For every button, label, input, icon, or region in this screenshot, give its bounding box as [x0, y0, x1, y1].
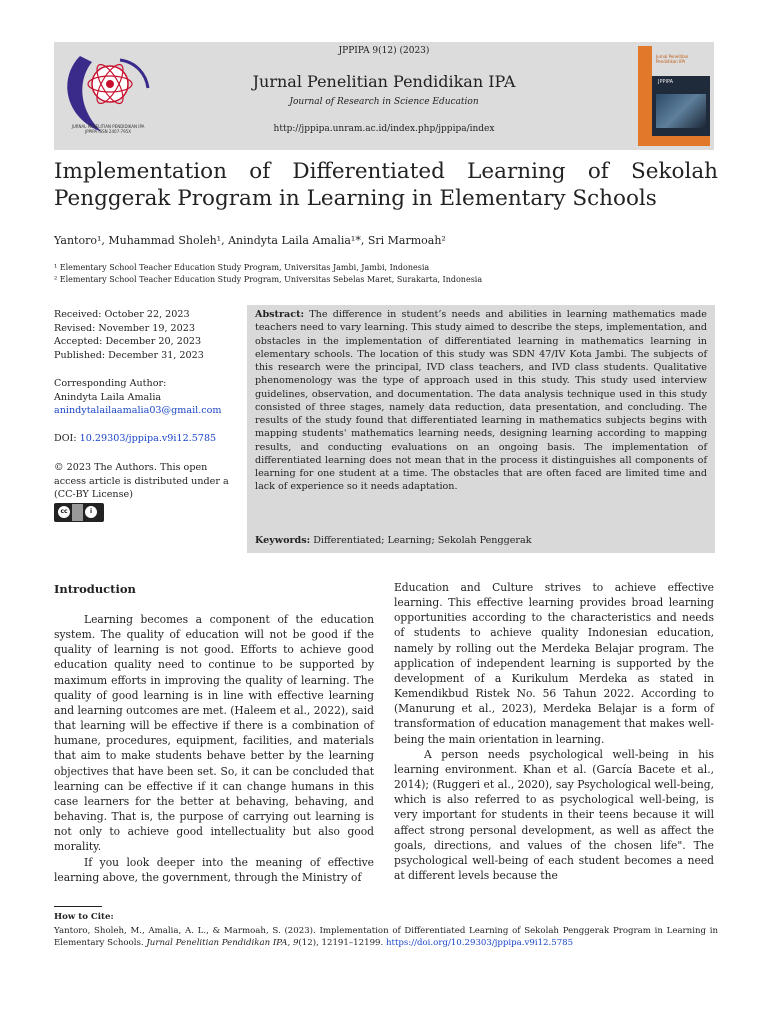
citation-suffix: (12), 12191–12199. — [298, 938, 386, 948]
affiliation-1: ¹ Elementary School Teacher Education Study Program, Universitas Jambi, Jambi, Indonesia — [54, 263, 430, 272]
abstract-text — [255, 308, 707, 494]
cover-footer — [652, 136, 710, 146]
author-list: Yantoro¹, Muhammad Sholeh¹, Anindyta Laila Amalia¹*, Sri Marmoah² — [54, 234, 446, 247]
corresponding-email-link[interactable]: anindytalailaamalia03@gmail.com — [54, 405, 222, 416]
citation — [54, 925, 718, 949]
citation-journal: Jurnal Penelitian Pendidikan IPA, 9 — [146, 938, 299, 948]
doi-link[interactable]: 10.29303/jppipa.v9i12.5785 — [79, 433, 217, 444]
journal-reference: JPPIPA 9(12) (2023) — [338, 46, 430, 56]
section-heading: Introduction — [54, 582, 136, 596]
by-icon: i — [85, 506, 97, 518]
paragraph: Learning becomes a component of the education system. The quality of education will not be good if the quality of learning is not good. Efforts to achieve good education quality need to continue to be supported by maximum efforts in improving the quality of learning. The quality of good learning is in line with effective learning and learning outcomes are met. (Haleem et al., 2022), said that learning will be effective if there is a combination of humane, procedures, equipment, facilities, and materials that aim to make students behave better by the learning objectives that have been set. So, it can be concluded that learning can be effective if it can change humans in this case learners for the better at behaving, behaving, and behaving. That is, the purpose of carrying out learning is not only to achieve good intellectuality but also good morality. — [54, 613, 375, 854]
cover-strip — [638, 46, 652, 146]
doi-label: DOI: — [54, 433, 80, 444]
logo-text: JURNAL PENELITIAN PENDIDIKAN IPA JPPIPA ISSN 2407-795X — [71, 124, 145, 134]
published-date: Published: December 31, 2023 — [54, 349, 204, 361]
article-dates — [54, 308, 239, 362]
cover-label: JPPIPA — [658, 79, 674, 85]
cc-by-icon[interactable] — [54, 503, 104, 522]
keywords-list: Differentiated; Learning; Sekolah Penggerak — [313, 535, 532, 546]
paper-title: Implementation of Differentiated Learning of Sekolah Penggerak Program in Learning in Elementary Schools — [54, 159, 718, 211]
body-column-left — [54, 612, 374, 885]
paragraph: A person needs psychological well-being in his learning environment. Khan et al. (García Bacete et al., 2014); (Ruggeri et al., 2020), say Psychological well-being, which is also referred to as psychological well-being, is very important for students in their teens because it will affect strong personal development, as well as affect the goals, directions, and values of the chosen life". The psychological well-being of each student becomes a need at different levels because the — [394, 747, 714, 882]
abstract-label: Abstract: — [255, 309, 305, 320]
paragraph: Education and Culture strives to achieve effective learning. This effective learning provides broad learning opportunities according to the characteristics and needs of students to achieve quality Indonesian education, namely by rolling out the Merdeka Belajar program. The application of independent learning is supported by the development of a Kurikulum Merdeka as stated in Kemendikbud Ristek No. 56 Tahun 2022. According to (Manurung et al., 2023), Merdeka Belajar is a form of transformation of education management that makes well-being the main orientation in learning. — [394, 581, 714, 746]
body-column-right — [394, 580, 714, 883]
abstract-box — [247, 305, 715, 553]
corresponding-label: Corresponding Author: — [54, 378, 167, 389]
journal-name: Jurnal Penelitian Pendidikan IPA — [252, 72, 516, 91]
accepted-date: Accepted: December 20, 2023 — [54, 336, 202, 347]
corresponding-author — [54, 377, 239, 418]
corresponding-name: Anindyta Laila Amalia — [54, 391, 162, 403]
cc-divider — [72, 504, 83, 521]
revised-date: Revised: November 19, 2023 — [54, 322, 195, 334]
keywords — [255, 535, 532, 546]
paragraph: If you look deeper into the meaning of effective learning above, the government, through the Ministry of — [54, 855, 374, 884]
received-date: Received: October 22, 2023 — [54, 309, 190, 320]
cover-image — [656, 94, 706, 128]
journal-url[interactable]: http://jppipa.unram.ac.id/index.php/jppipa/index — [273, 124, 495, 134]
how-to-cite-label: How to Cite: — [54, 912, 114, 922]
citation-prefix: Yantoro, Sholeh, M., Amalia, A. L., & Marmoah, S. (2023). Implementation of Differentiated Learning of Sekolah Penggerak Program in Learning in Elementary Schools. — [54, 926, 718, 948]
footnote-rule — [54, 906, 102, 907]
journal-subtitle: Journal of Research in Science Education — [289, 97, 479, 107]
cover-title: Jurnal Penelitian Pendidikan IPA — [656, 54, 689, 64]
doi — [54, 432, 239, 446]
citation-doi-link[interactable]: https://doi.org/10.29303/jppipa.v9i12.5785 — [385, 938, 574, 948]
affiliation-2: ² Elementary School Teacher Education Study Program, Universitas Sebelas Maret, Surakarta, Indonesia — [54, 275, 483, 284]
cover-top — [652, 46, 710, 76]
cc-icon: cc — [58, 506, 70, 518]
keywords-label: Keywords: — [255, 535, 311, 546]
license-text: © 2023 The Authors. This open access article is distributed under a (CC-BY License) — [54, 462, 229, 500]
journal-header — [54, 42, 714, 150]
abstract-body: The difference in student’s needs and abilities in learning mathematics made teachers need to vary learning. This study aimed to describe the steps, implementation, and obstacles in the implementation of differentiated learning in mathematics learning in elementary schools. The location of this study was SDN 47/IV Kota Jambi. The subjects of this research were the principal, IVD class teachers, and IVD class students. Qualitative phenomenology was the type of approach used in this study. This study used interview guidelines, observation, and documentation. The data analysis technique used in this study consisted of three stages, namely data reduction, data presentation, and concluding. The results of the study found that differentiated learning in mathematics subjects begins with mapping students' mathematics learning needs, designing learning according to mapping results, and conducting evaluations on an ongoing basis. The implementation of differentiated learning does not mean that in the process it distinguishes all components of learning for one student at a time. The obstacles that are often faced are limited time and lack of experience so it needs adaptation. — [255, 309, 707, 493]
journal-cover-icon — [638, 46, 710, 146]
